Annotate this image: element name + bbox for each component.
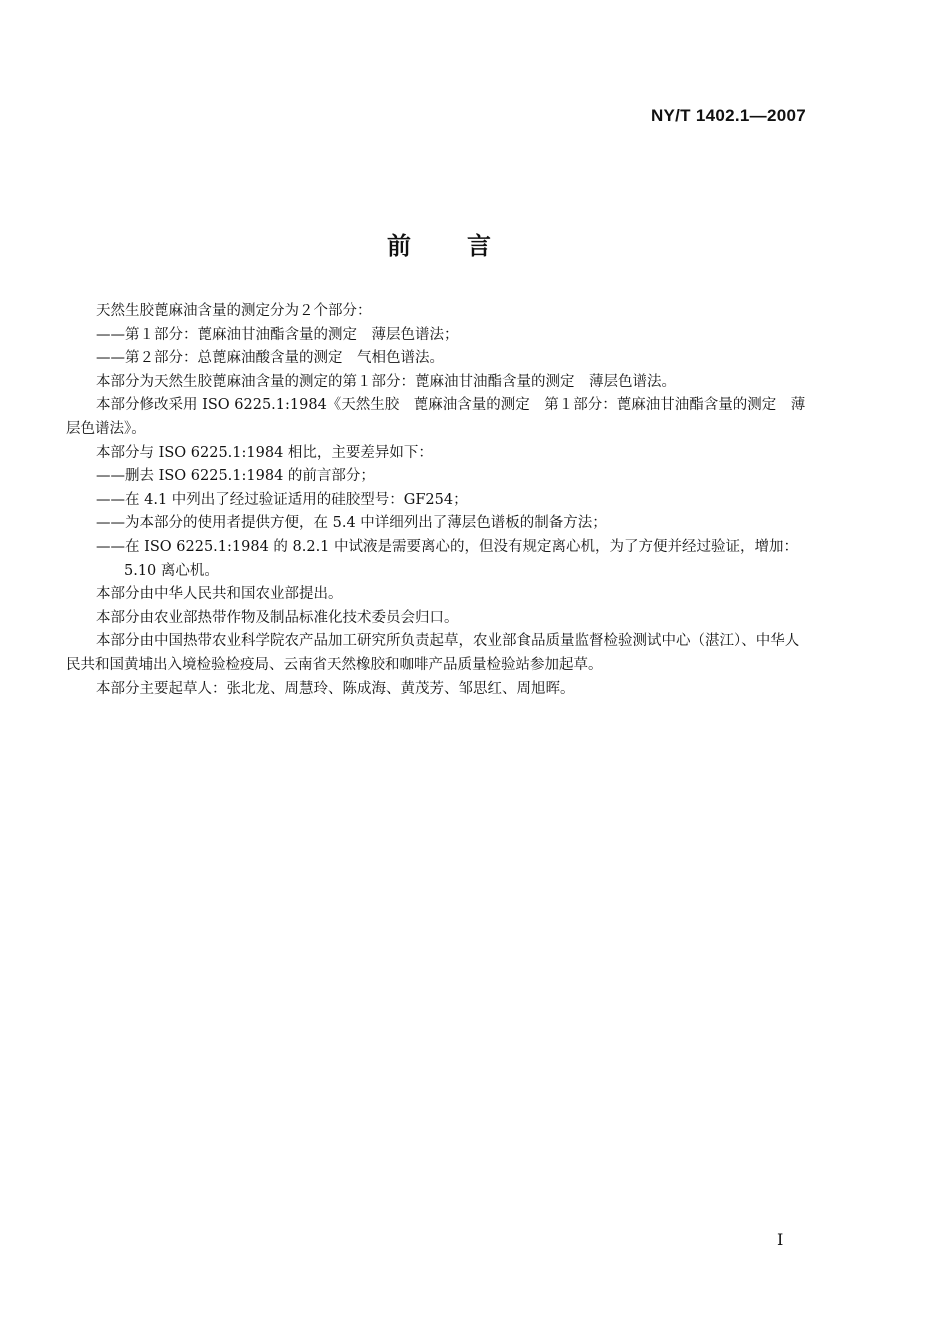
paragraph: 本部分由中华人民共和国农业部提出。 <box>96 586 343 603</box>
page-number: I <box>777 1230 784 1249</box>
paragraph: 本部分由农业部热带作物及制品标准化技术委员会归口。 <box>96 609 459 626</box>
list-item: ——为本部分的使用者提供方便，在 5.4 中详细列出了薄层色谱板的制备方法； <box>96 515 607 532</box>
standard-code: NY/T 1402.1—2007 <box>650 106 806 125</box>
paragraph: 本部分修改采用 ISO 6225.1:1984《天然生胶 蓖麻油含量的测定 第１部分：蓖麻油甘油酯含量的测定 薄层色谱法》。 <box>66 397 806 437</box>
foreword-body <box>66 300 806 701</box>
title-char-1: 前 <box>387 232 411 260</box>
list-item: ——第１部分：蓖麻油甘油酯含量的测定 薄层色谱法； <box>96 326 459 343</box>
paragraph: 本部分为天然生胶蓖麻油含量的测定的第１部分：蓖麻油甘油酯含量的测定 薄层色谱法。 <box>96 373 676 390</box>
page-title <box>0 226 878 261</box>
list-item: ——在 ISO 6225.1:1984 的 8.2.1 中试液是需要离心的，但没有规定离心机，为了方便并经过验证，增加：5.10 离心机。 <box>96 538 799 579</box>
list-item: ——在 4.1 中列出了经过验证适用的硅胶型号：GF254； <box>96 491 468 508</box>
paragraph: 天然生胶蓖麻油含量的测定分为２个部分： <box>96 303 372 319</box>
title-char-2: 言 <box>467 232 491 260</box>
paragraph: 本部分由中国热带农业科学院农产品加工研究所负责起草，农业部食品质量监督检验测试中心（湛江）、中华人民共和国黄埔出入境检验检疫局、云南省天然橡胶和咖啡产品质量检验站参加起草。 <box>66 633 800 673</box>
paragraph: 本部分主要起草人：张北龙、周慧玲、陈成海、黄茂芳、邹思红、周旭晖。 <box>96 680 575 697</box>
paragraph: 本部分与 ISO 6225.1:1984 相比，主要差异如下： <box>96 444 433 461</box>
list-item: ——第２部分：总蓖麻油酸含量的测定 气相色谱法。 <box>96 350 444 367</box>
list-item: ——删去 ISO 6225.1:1984 的前言部分； <box>96 468 375 485</box>
